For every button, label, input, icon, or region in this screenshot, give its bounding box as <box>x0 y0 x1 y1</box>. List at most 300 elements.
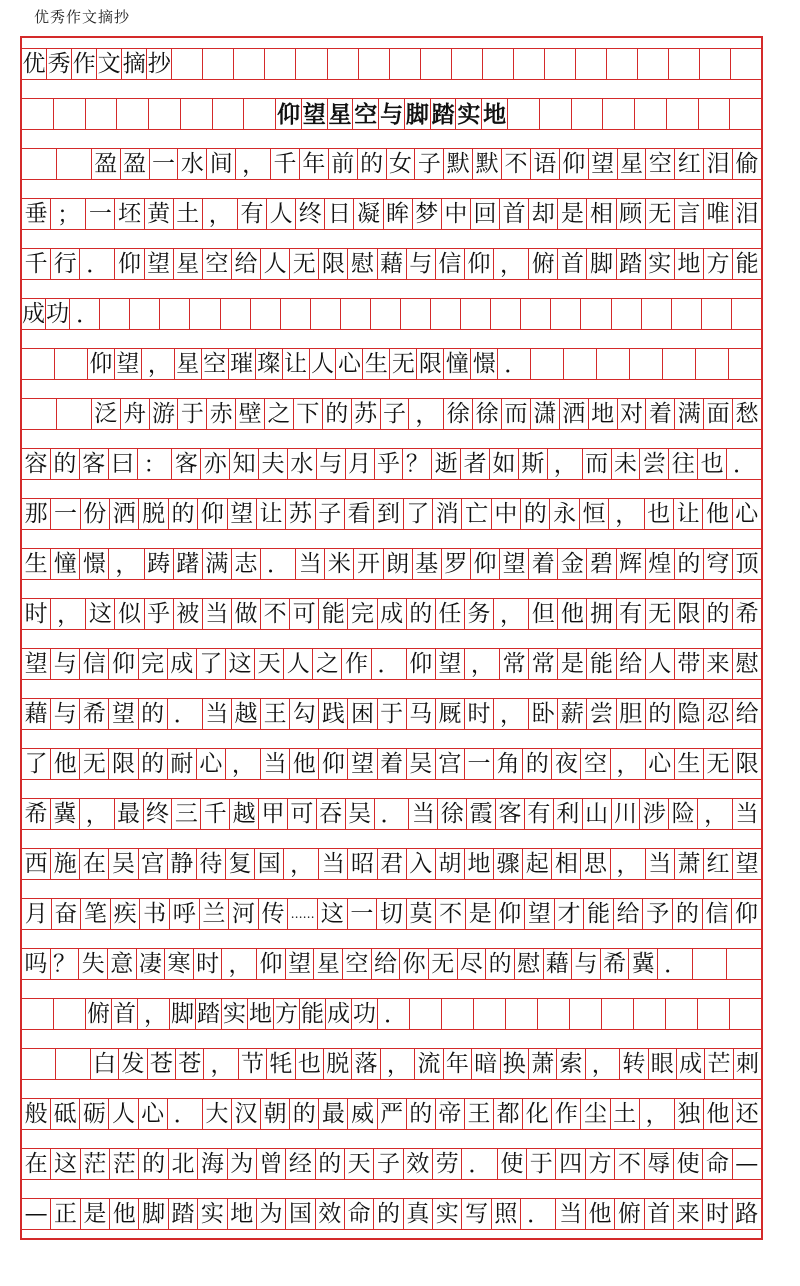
grid-cell: 地 <box>483 100 507 128</box>
grid-cell: 人 <box>310 349 337 379</box>
grid-cell: 当 <box>646 849 675 879</box>
grid-cell: 子 <box>415 149 444 179</box>
grid-cell <box>22 349 55 379</box>
grid-cell: 宫 <box>139 849 168 879</box>
grid-cell: 穹 <box>704 549 733 579</box>
grid-cell: 他 <box>586 1199 615 1229</box>
grid-cell: ， <box>51 599 86 629</box>
grid-cell: ， <box>611 849 646 879</box>
grid-cell <box>57 399 92 429</box>
grid-cell: 无 <box>704 749 733 779</box>
grid-cell: 星 <box>174 249 203 279</box>
grid-cell: 限 <box>319 249 348 279</box>
grid-cell: 夫 <box>259 449 288 479</box>
grid-row <box>22 648 761 680</box>
grid-cell: 客 <box>496 799 525 829</box>
grid-cell <box>693 949 728 979</box>
grid-cell: 洒 <box>110 499 139 529</box>
grid-cell <box>149 99 181 129</box>
grid-cell: 施 <box>51 849 80 879</box>
grid-cell: 限 <box>735 750 759 777</box>
grid-cell <box>244 99 276 129</box>
grid-cell: 任 <box>436 599 465 629</box>
grid-cell: 时 <box>22 599 51 629</box>
grid-cell: ， <box>611 749 646 779</box>
grid-cell: 切 <box>377 899 407 929</box>
grid-row <box>22 1048 761 1080</box>
grid-cell: 踏 <box>617 249 646 279</box>
grid-cell: 疾 <box>111 899 141 929</box>
grid-cell: 信 <box>436 249 465 279</box>
grid-cell: 仰 <box>198 499 227 529</box>
grid-cell: ． <box>462 1149 497 1179</box>
grid-cell: 摘 <box>122 49 147 79</box>
grid-cell <box>117 99 149 129</box>
grid-cell: ， <box>203 199 238 229</box>
grid-cell: 越 <box>232 699 261 729</box>
grid-cell: 仰 <box>319 749 348 779</box>
grid-cell <box>86 99 118 129</box>
grid-cell: 正 <box>51 1199 80 1229</box>
grid-cell: 脱 <box>139 499 168 529</box>
grid-cell: 莫 <box>407 899 437 929</box>
grid-cell <box>607 49 638 79</box>
grid-cell: 给 <box>232 249 261 279</box>
grid-cell <box>702 299 732 329</box>
grid-cell: 乎 <box>375 449 404 479</box>
grid-cell: 给 <box>614 899 644 929</box>
grid-cell <box>221 299 251 329</box>
grid-cell: 子 <box>374 1149 403 1179</box>
grid-cell: 成 <box>326 999 352 1029</box>
grid-cell: 人 <box>261 249 290 279</box>
grid-cell: 川 <box>612 799 641 829</box>
grid-cell: 乎 <box>145 599 174 629</box>
grid-cell: 不 <box>502 149 531 179</box>
grid-cell: 使 <box>498 1149 527 1179</box>
grid-cell: 者 <box>461 449 490 479</box>
grid-cell: 唯 <box>704 199 733 229</box>
grid-cell: 是 <box>558 199 587 229</box>
grid-cell: 的 <box>523 749 552 779</box>
grid-cell: 斯 <box>519 449 548 479</box>
grid-cell: 常 <box>529 649 558 679</box>
grid-cell: 真 <box>404 1199 433 1229</box>
grid-cell: ． <box>733 452 756 478</box>
grid-cell: 与 <box>407 249 436 279</box>
grid-cell: 当 <box>556 1199 585 1229</box>
grid-cell: 千 <box>22 249 51 279</box>
grid-cell <box>564 349 597 379</box>
grid-cell: 砥 <box>51 1099 80 1129</box>
grid-cell: 茫 <box>110 1149 139 1179</box>
grid-cell: 尝 <box>640 449 669 479</box>
grid-cell: 当 <box>261 749 290 779</box>
grid-cell: 空 <box>354 100 378 128</box>
grid-cell: 脚 <box>405 100 429 128</box>
grid-cell: 意 <box>108 949 137 979</box>
grid-cell: 山 <box>583 799 612 829</box>
grid-cell <box>213 99 245 129</box>
grid-cell: 月 <box>22 899 52 929</box>
grid-cell: 仰 <box>277 100 300 128</box>
grid-cell: 洒 <box>560 399 589 429</box>
grid-cell: 的 <box>646 699 675 729</box>
grid-cell: 践 <box>319 699 348 729</box>
grid-cell: 回 <box>471 199 500 229</box>
grid-cell <box>730 99 761 129</box>
grid-cell: 能 <box>735 250 759 277</box>
grid-cell: 踏 <box>196 999 222 1029</box>
grid-cell: 仰 <box>735 900 759 927</box>
grid-cell <box>642 299 672 329</box>
grid-cell: 空 <box>581 749 610 779</box>
grid-cell: 与 <box>51 699 80 729</box>
grid-cell: ， <box>284 849 319 879</box>
grid-cell: 困 <box>348 699 377 729</box>
grid-cell: 仰 <box>407 649 436 679</box>
composition-grid-paper <box>20 36 763 1240</box>
grid-cell: 首 <box>558 249 587 279</box>
grid-cell: 望 <box>286 949 315 979</box>
grid-cell <box>603 99 635 129</box>
grid-cell: ． <box>375 799 410 829</box>
grid-cell <box>545 49 576 79</box>
grid-cell <box>181 99 213 129</box>
grid-cell: 功 <box>352 999 378 1029</box>
grid-cell: 望 <box>228 499 257 529</box>
grid-cell: 被 <box>174 599 203 629</box>
grid-cell: 尘 <box>581 1099 610 1129</box>
grid-cell <box>538 999 570 1029</box>
grid-cell: 可 <box>288 799 317 829</box>
grid-cell <box>54 999 86 1029</box>
grid-cell <box>22 1049 56 1079</box>
grid-cell <box>55 349 88 379</box>
grid-cell: 发 <box>119 1049 147 1079</box>
grid-cell <box>630 349 663 379</box>
grid-cell: 一 <box>465 749 494 779</box>
grid-cell: ， <box>381 1049 415 1079</box>
grid-cell: 泪 <box>735 200 759 227</box>
grid-row <box>22 298 761 330</box>
grid-cell <box>401 299 431 329</box>
grid-cell: 越 <box>230 799 259 829</box>
grid-cell: 抄 <box>147 49 172 79</box>
grid-cell: 冀 <box>629 949 658 979</box>
grid-cell: 潇 <box>531 399 560 429</box>
grid-cell: 耐 <box>168 749 197 779</box>
grid-cell: 当 <box>735 800 759 827</box>
grid-cell: 黄 <box>145 199 174 229</box>
grid-cell: 传 <box>259 899 289 929</box>
grid-cell: 中 <box>492 499 521 529</box>
grid-cell: 涉 <box>640 799 669 829</box>
grid-cell: 实 <box>457 100 481 128</box>
grid-cell: 下 <box>294 399 323 429</box>
grid-cell: 空 <box>203 249 232 279</box>
grid-cell: 汉 <box>232 1099 261 1129</box>
grid-cell <box>22 399 57 429</box>
grid-cell: ， <box>204 1049 238 1079</box>
grid-cell: 这 <box>86 599 115 629</box>
grid-cell: 仰 <box>257 949 286 979</box>
grid-cell: 客 <box>80 449 109 479</box>
grid-cell: 当 <box>319 849 348 879</box>
grid-cell: 罗 <box>442 549 471 579</box>
grid-cell <box>265 49 296 79</box>
grid-cell <box>729 349 761 379</box>
grid-cell: 砺 <box>80 1099 109 1129</box>
grid-cell: 拥 <box>587 599 616 629</box>
grid-cell: 似 <box>115 599 144 629</box>
grid-cell: 当 <box>203 699 232 729</box>
grid-cell: 待 <box>197 849 226 879</box>
grid-cell: 脚 <box>170 999 196 1029</box>
grid-cell: 赤 <box>207 399 236 429</box>
grid-cell: 游 <box>150 399 179 429</box>
grid-cell: 暗 <box>472 1049 500 1079</box>
grid-cell: 胆 <box>617 699 646 729</box>
grid-cell: 星 <box>618 149 647 179</box>
grid-cell: ， <box>609 499 644 529</box>
grid-cell: 顾 <box>617 199 646 229</box>
grid-cell: 在 <box>80 849 109 879</box>
grid-cell: 壁 <box>236 399 265 429</box>
grid-cell <box>311 299 341 329</box>
grid-cell: ， <box>226 749 261 779</box>
grid-cell: 吴 <box>407 749 436 779</box>
grid-row <box>22 248 761 280</box>
grid-cell: 踏 <box>431 100 455 128</box>
grid-cell: 失 <box>79 949 108 979</box>
grid-cell: 一 <box>150 149 179 179</box>
grid-row <box>22 198 761 230</box>
grid-cell: 般 <box>22 1099 51 1129</box>
grid-cell: 仰 <box>465 249 494 279</box>
grid-cell: 劳 <box>433 1149 462 1179</box>
grid-cell: 才 <box>555 899 585 929</box>
grid-cell: 坯 <box>115 199 144 229</box>
grid-cell: 踏 <box>169 1199 198 1229</box>
grid-cell: 红 <box>675 149 704 179</box>
grid-cell: 写 <box>462 1199 491 1229</box>
grid-cell: 可 <box>290 599 319 629</box>
grid-cell: 梦 <box>413 199 442 229</box>
grid-cell: 希 <box>22 799 51 829</box>
grid-cell: 望 <box>735 850 759 877</box>
grid-cell: 尝 <box>587 699 616 729</box>
grid-cell: 千 <box>201 799 230 829</box>
grid-cell: ， <box>494 599 529 629</box>
grid-cell: 落 <box>352 1049 380 1079</box>
grid-cell: 方 <box>274 999 300 1029</box>
grid-cell: 藉 <box>22 699 51 729</box>
grid-cell: 心 <box>139 1099 168 1129</box>
grid-cell <box>570 999 602 1029</box>
grid-cell: 的 <box>673 899 703 929</box>
grid-cell <box>727 949 761 979</box>
grid-cell: 复 <box>226 849 255 879</box>
grid-cell: 了 <box>404 499 433 529</box>
grid-cell <box>328 49 359 79</box>
grid-cell: 地 <box>228 1199 257 1229</box>
grid-cell: ？ <box>51 949 80 979</box>
grid-cell: 凝 <box>354 199 383 229</box>
grid-cell: 往 <box>669 449 698 479</box>
grid-cell: 四 <box>556 1149 585 1179</box>
grid-cell: 徐 <box>438 799 467 829</box>
grid-cell: ， <box>548 449 583 479</box>
grid-cell: 人 <box>109 1099 138 1129</box>
grid-cell <box>663 349 696 379</box>
grid-cell: 脱 <box>324 1049 352 1079</box>
grid-cell: 实 <box>646 249 675 279</box>
grid-cell: 的 <box>675 549 704 579</box>
grid-cell: 碧 <box>587 549 616 579</box>
grid-cell: ， <box>142 349 175 379</box>
grid-cell: 藉 <box>544 949 573 979</box>
grid-cell: 吞 <box>317 799 346 829</box>
grid-cell: 实 <box>222 999 248 1029</box>
grid-cell <box>666 999 698 1029</box>
grid-cell: 首 <box>112 999 138 1029</box>
grid-cell: 徐 <box>473 399 502 429</box>
grid-cell: 尽 <box>458 949 487 979</box>
grid-cell: 人 <box>267 199 296 229</box>
grid-cell: 俯 <box>86 999 112 1029</box>
grid-cell: 希 <box>80 699 109 729</box>
grid-cell: 霞 <box>467 799 496 829</box>
grid-cell: 心 <box>197 749 226 779</box>
grid-cell: 有 <box>617 599 646 629</box>
grid-cell: 躇 <box>174 549 203 579</box>
grid-cell <box>597 349 630 379</box>
grid-cell: 帝 <box>436 1099 465 1129</box>
grid-cell: 间 <box>207 149 236 179</box>
grid-cell: 成 <box>22 299 46 329</box>
grid-cell: 苍 <box>176 1049 204 1079</box>
grid-cell <box>390 49 421 79</box>
grid-cell: 甲 <box>259 799 288 829</box>
grid-cell: 节 <box>239 1049 267 1079</box>
grid-cell: 泪 <box>704 149 733 179</box>
grid-cell: 知 <box>230 449 259 479</box>
grid-cell: 希 <box>735 600 759 627</box>
grid-cell: 吴 <box>346 799 375 829</box>
grid-cell: 于 <box>527 1149 556 1179</box>
grid-row <box>22 698 761 730</box>
grid-cell: 成 <box>168 649 197 679</box>
grid-cell: 与 <box>51 649 80 679</box>
grid-cell: 做 <box>232 599 261 629</box>
grid-cell: 忍 <box>704 699 733 729</box>
grid-row <box>22 848 761 880</box>
grid-cell: ， <box>409 399 444 429</box>
grid-cell: …… <box>288 899 318 929</box>
grid-cell: 常 <box>500 649 529 679</box>
grid-cell: 星 <box>175 349 202 379</box>
grid-row <box>22 1198 761 1230</box>
grid-cell: 心 <box>336 349 363 379</box>
grid-cell: 效 <box>404 1149 433 1179</box>
grid-cell: 秀 <box>47 49 72 79</box>
grid-cell: 的 <box>323 399 352 429</box>
grid-cell <box>474 999 506 1029</box>
grid-cell: 踌 <box>145 549 174 579</box>
grid-cell: 于 <box>378 699 407 729</box>
grid-cell: ． <box>658 949 693 979</box>
grid-cell: 成 <box>378 599 407 629</box>
grid-cell: 璀 <box>229 349 256 379</box>
grid-cell: 当 <box>203 599 232 629</box>
grid-cell: 憬 <box>80 549 109 579</box>
grid-cell <box>22 149 57 179</box>
grid-cell: 仰 <box>471 549 500 579</box>
grid-cell: 眼 <box>649 1049 677 1079</box>
grid-cell: 能 <box>319 599 348 629</box>
grid-cell: 天 <box>345 1149 374 1179</box>
essay-title-row <box>22 98 761 130</box>
grid-cell: 优 <box>22 49 47 79</box>
grid-cell: 天 <box>255 649 284 679</box>
grid-cell: 星 <box>328 100 352 128</box>
grid-cell <box>602 999 634 1029</box>
grid-cell: 煌 <box>646 549 675 579</box>
grid-cell: ， <box>640 1099 675 1129</box>
grid-cell: 独 <box>675 1099 704 1129</box>
grid-cell: 眸 <box>384 199 413 229</box>
grid-cell: 言 <box>675 199 704 229</box>
grid-cell: 也 <box>296 1049 324 1079</box>
grid-cell: 冀 <box>51 799 80 829</box>
grid-cell: 志 <box>232 549 261 579</box>
grid-cell: 照 <box>492 1199 521 1229</box>
grid-cell: 时 <box>194 949 223 979</box>
grid-cell: 限 <box>675 599 704 629</box>
grid-cell: 憬 <box>471 349 498 379</box>
grid-cell: 实 <box>433 1199 462 1229</box>
grid-cell <box>634 999 666 1029</box>
grid-cell: 基 <box>413 549 442 579</box>
grid-cell: 这 <box>318 899 348 929</box>
grid-row <box>22 498 761 530</box>
grid-cell: 为 <box>257 1199 286 1229</box>
grid-cell: 是 <box>558 649 587 679</box>
grid-cell: 生 <box>363 349 390 379</box>
grid-cell: 的 <box>407 599 436 629</box>
grid-cell: 曾 <box>257 1149 286 1179</box>
grid-cell <box>461 299 491 329</box>
grid-cell <box>483 49 514 79</box>
grid-cell <box>531 349 564 379</box>
grid-cell: ， <box>494 249 529 279</box>
grid-cell: 萧 <box>529 1049 557 1079</box>
grid-cell: 吴 <box>109 849 138 879</box>
grid-cell: 中 <box>442 199 471 229</box>
grid-cell: 的 <box>486 949 515 979</box>
grid-cell: 隐 <box>675 699 704 729</box>
grid-cell: 务 <box>465 599 494 629</box>
grid-cell: 泛 <box>92 399 121 429</box>
grid-cell: 芒 <box>705 1049 733 1079</box>
grid-cell: 他 <box>51 749 80 779</box>
grid-cell: 终 <box>144 799 173 829</box>
grid-cell: 无 <box>646 199 675 229</box>
grid-cell: 之 <box>313 649 342 679</box>
grid-cell: 兰 <box>200 899 230 929</box>
grid-row <box>22 748 761 780</box>
